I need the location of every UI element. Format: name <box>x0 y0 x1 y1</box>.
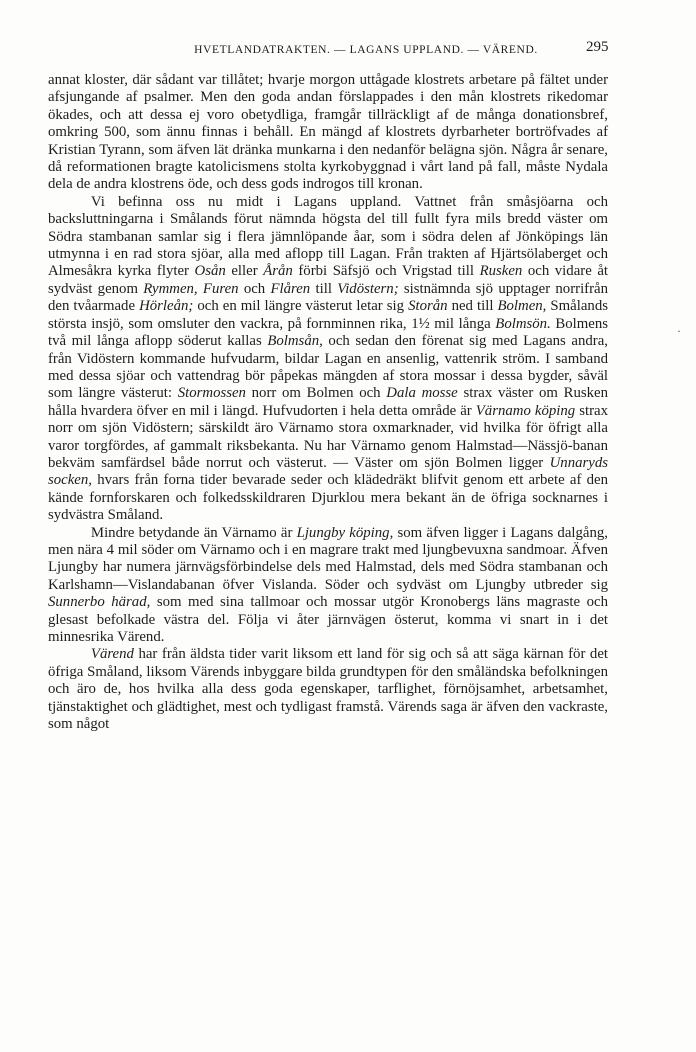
text-run: som med sina tallmoar och mossar utgör Kronobergs läns magraste och glesast befolkade västra del. Följa vi åter järnvägen österut, komma vi snart in i det minnesrika Värend. <box>48 594 608 645</box>
text-run: sistnämnda sjö upptager norrifrån den tvåarmade <box>48 280 608 315</box>
italic-name: Hörleån; <box>139 298 194 315</box>
margin-mark: · <box>677 324 681 338</box>
running-title: HVETLANDATRAKTEN. — LAGANS UPPLAND. — VÄREND. <box>194 44 538 56</box>
italic-name: Bolmsån, <box>267 333 323 350</box>
body-text <box>48 72 608 733</box>
text-run: som äfven ligger i Lagans dalgång, men nära 4 mil söder om Värnamo och i en magrare trakt med ljungbevuxna sandmoar. Äfven Ljungby har numera järnvägsförbindelse dels med Halmstad, dels med Södra stambanan och Karlshamn—Vislandabanan öfver Vislanda. Söder och sydväst om Ljungby utbreder sig <box>48 524 608 593</box>
page-number: 295 <box>586 39 609 55</box>
text-run: strax väster om Rusken hålla hvardera öfver en mil i längd. Hufvudorten i hela detta område är <box>48 385 608 419</box>
text-run: annat kloster, där sådant var tillåtet; hvarje morgon uttågade klostrets arbetare på fältet under afsjungande af psalmer. Men den goda andan förslappades i den mån klostrets rikedomar ökades, och att dessa ej voro obetydliga, framgår tillräckligt af de många donationsbref, omkring 500, som ännu finnas i behåll. En mängd af klostrets dyrbarheter bortröfvades af Kristian Tyrann, som äfven lät dränka munkarna i den nedanför belägna sjön. Några år senare, då reformationen bragte katolicismens stolta kyrkobyggnad i vårt land på fall, måste Nydala dela de andra klostrens öde, och dess gods indrogos till kronan. <box>48 72 608 193</box>
text-run: hvars från forna tider bevarade seder och klädedräkt blifvit genom ett arbete af den kände fornforskaren och folkedsskildraren Djurklou mera bekant än de öfriga socknarnes i sydvästra Småland. <box>48 472 608 524</box>
italic-name: Osån <box>194 263 226 280</box>
text-run: strax norr om sjön Vidöstern; särskildt äro Värnamo stora oxmarknader, vid hvilka för öfrigt alla varor torgfördes, af gammalt riksbekanta. Nu har Värnamo genom Halmstad—Nässjö-banan bekväm samfärdsel både norrut och västerut. — Väster om sjön Bolmen ligger <box>48 402 608 471</box>
text-run: förbi Säfsjö och Vrigstad till <box>292 263 480 280</box>
text-run: Vi befinna oss nu midt i Lagans uppland. Vattnet från småsjöarna och backsluttningarna i Smålands förut nämnda högsta del till fullt fyra mils bredd väster om Södra stambanan samlar sig i flera jämnlöpande åar, som i södra delen af Jönköpings län utmynna i en rad stora sjöar, alla med aflopp till Lagan. Från trakten af Hjärtsölaberget och Almesåkra kyrka flyter <box>48 193 608 280</box>
text-run: har från äldsta tider varit liksom ett land för sig och så att säga kärnan för det öfriga Småland, liksom Värends inbyggare bilda grundtypen för den småländska befolkningen och äro de, hos hvilka alla dess goda egenskaper, tarflighet, förnöjsamhet, arbetsamhet, tjänstaktighet och glädtighet, mest och tydligast framstå. Värends saga är äfven den vackraste, som något <box>48 646 608 733</box>
text-run: Smålands största insjö, som omsluter den vackra, på fornminnen rika, 1½ mil långa <box>48 298 608 332</box>
text-run: och sedan den förenat sig med Lagans andra, från Vidöstern kommande hufvudarm, bildar Lagan en ansenlig, vattenrik ström. I samband med dessa sjöar och vattendrag bör påpekas mängden af stora mossar i dessa bygder, såväl som längre västerut: <box>48 333 608 402</box>
italic-name: Flåren <box>270 280 311 297</box>
text-run: och en mil längre västerut letar sig <box>193 298 409 315</box>
text-run: eller <box>225 263 264 280</box>
paragraph <box>48 646 608 733</box>
italic-name: Vidöstern; <box>337 280 399 297</box>
italic-name: Sunnerbo härad, <box>48 594 151 611</box>
italic-name: Årån <box>263 263 293 280</box>
italic-name: Rusken <box>479 263 523 280</box>
italic-name: Stormossen <box>177 385 246 402</box>
italic-name: Unnaryds socken, <box>48 454 608 489</box>
italic-name: Dala mosse <box>386 385 458 402</box>
text-run: och <box>238 280 271 297</box>
paragraph <box>48 194 608 525</box>
italic-name: Storån <box>408 298 448 315</box>
italic-name: Ljungby köping, <box>296 524 394 541</box>
paragraph <box>48 72 608 194</box>
text-run: till <box>310 280 338 297</box>
text-run: Mindre betydande än Värnamo är <box>90 524 297 541</box>
italic-name: Värnamo köping <box>475 402 576 419</box>
paragraph <box>48 525 608 647</box>
text-run: norr om Bolmen och <box>245 385 387 402</box>
text-run: ned till <box>447 298 498 315</box>
italic-name: Värend <box>90 646 134 663</box>
text-run: Bolmens två mil långa aflopp söderut kallas <box>48 315 608 350</box>
text-run: och vidare åt sydväst genom <box>48 263 608 297</box>
italic-name: Bolmen, <box>497 298 547 315</box>
italic-name: Bolmsön. <box>495 315 551 332</box>
italic-name: Rymmen, Furen <box>143 280 239 297</box>
